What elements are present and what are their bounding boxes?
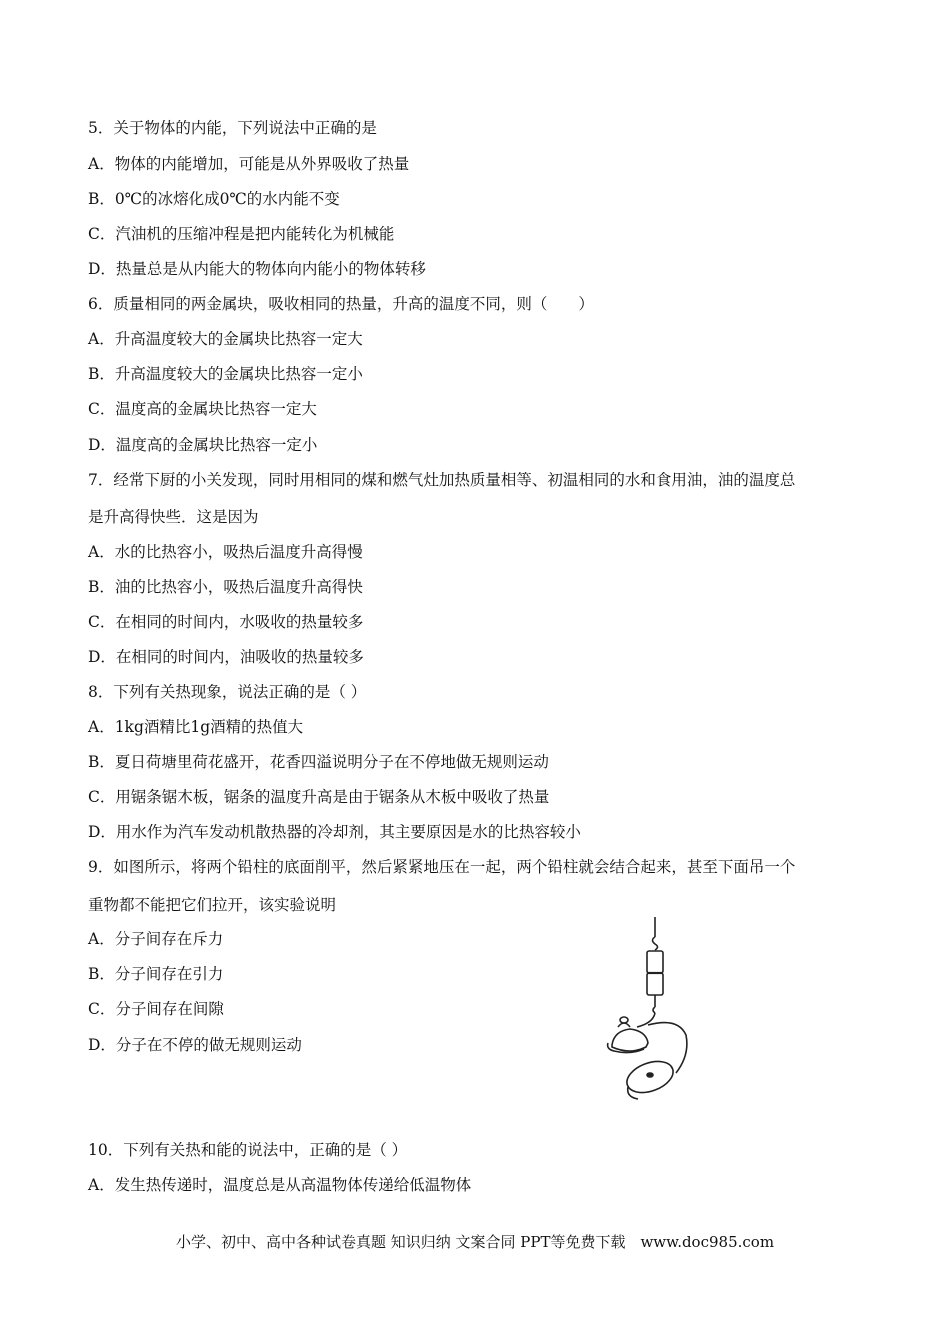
q8-option-b: B．夏日荷塘里荷花盛开，花香四溢说明分子在不停地做无规则运动 [88,753,549,771]
q7-option-c: C．在相同的时间内，水吸收的热量较多 [88,613,364,631]
q5-option-a: A．物体的内能增加，可能是从外界吸收了热量 [88,155,410,173]
q7-option-b: B．油的比热容小，吸热后温度升高得快 [88,578,363,596]
q7-option-a: A．水的比热容小，吸热后温度升高得慢 [88,543,363,561]
q9-stem-line2: 重物都不能把它们拉开，该实验说明 [88,896,337,914]
q5-option-c: C．汽油机的压缩冲程是把内能转化为机械能 [88,225,395,243]
q8-option-d: D．用水作为汽车发动机散热器的冷却剂，其主要原因是水的比热容较小 [88,823,581,841]
lead-cylinder-figure [600,915,690,1105]
page-footer: 小学、初中、高中各种试卷真题 知识归纳 文案合同 PPT等免费下载 www.doc985.com [175,1233,775,1251]
q8-option-a: A．1kg酒精比1g酒精的热值大 [88,718,304,736]
q7-stem-line2: 是升高得快些．这是因为 [88,508,259,526]
q10-option-a: A．发生热传递时，温度总是从高温物体传递给低温物体 [88,1176,472,1194]
q6-option-d: D．温度高的金属块比热容一定小 [88,436,318,454]
q9-option-b: B．分子间存在引力 [88,965,224,983]
q9-option-a: A．分子间存在斥力 [88,930,224,948]
q8-option-c: C．用锯条锯木板，锯条的温度升高是由于锯条从木板中吸收了热量 [88,788,550,806]
q10-stem: 10．下列有关热和能的说法中，正确的是（ ） [88,1141,408,1159]
q9-stem-line1: 9．如图所示，将两个铅柱的底面削平，然后紧紧地压在一起，两个铅柱就会结合起来，甚至下面吊一个 [88,858,796,876]
q8-stem: 8．下列有关热现象，说法正确的是（ ） [88,683,367,701]
q7-option-d: D．在相同的时间内，油吸收的热量较多 [88,648,364,666]
q6-option-c: C．温度高的金属块比热容一定大 [88,400,317,418]
q6-option-a: A．升高温度较大的金属块比热容一定大 [88,330,363,348]
q9-option-c: C．分子间存在间隙 [88,1000,224,1018]
q5-option-b: B．0℃的冰熔化成0℃的水内能不变 [88,190,340,208]
q5-option-d: D．热量总是从内能大的物体向内能小的物体转移 [88,260,426,278]
q5-stem: 5．关于物体的内能，下列说法中正确的是 [88,119,377,137]
q9-option-d: D．分子在不停的做无规则运动 [88,1036,302,1054]
q6-stem: 6．质量相同的两金属块，吸收相同的热量，升高的温度不同，则（ ） [88,295,594,313]
q7-stem-line1: 7．经常下厨的小关发现，同时用相同的煤和燃气灶加热质量相等、初温相同的水和食用油，油的温度总 [88,471,796,489]
q6-option-b: B．升高温度较大的金属块比热容一定小 [88,365,363,383]
